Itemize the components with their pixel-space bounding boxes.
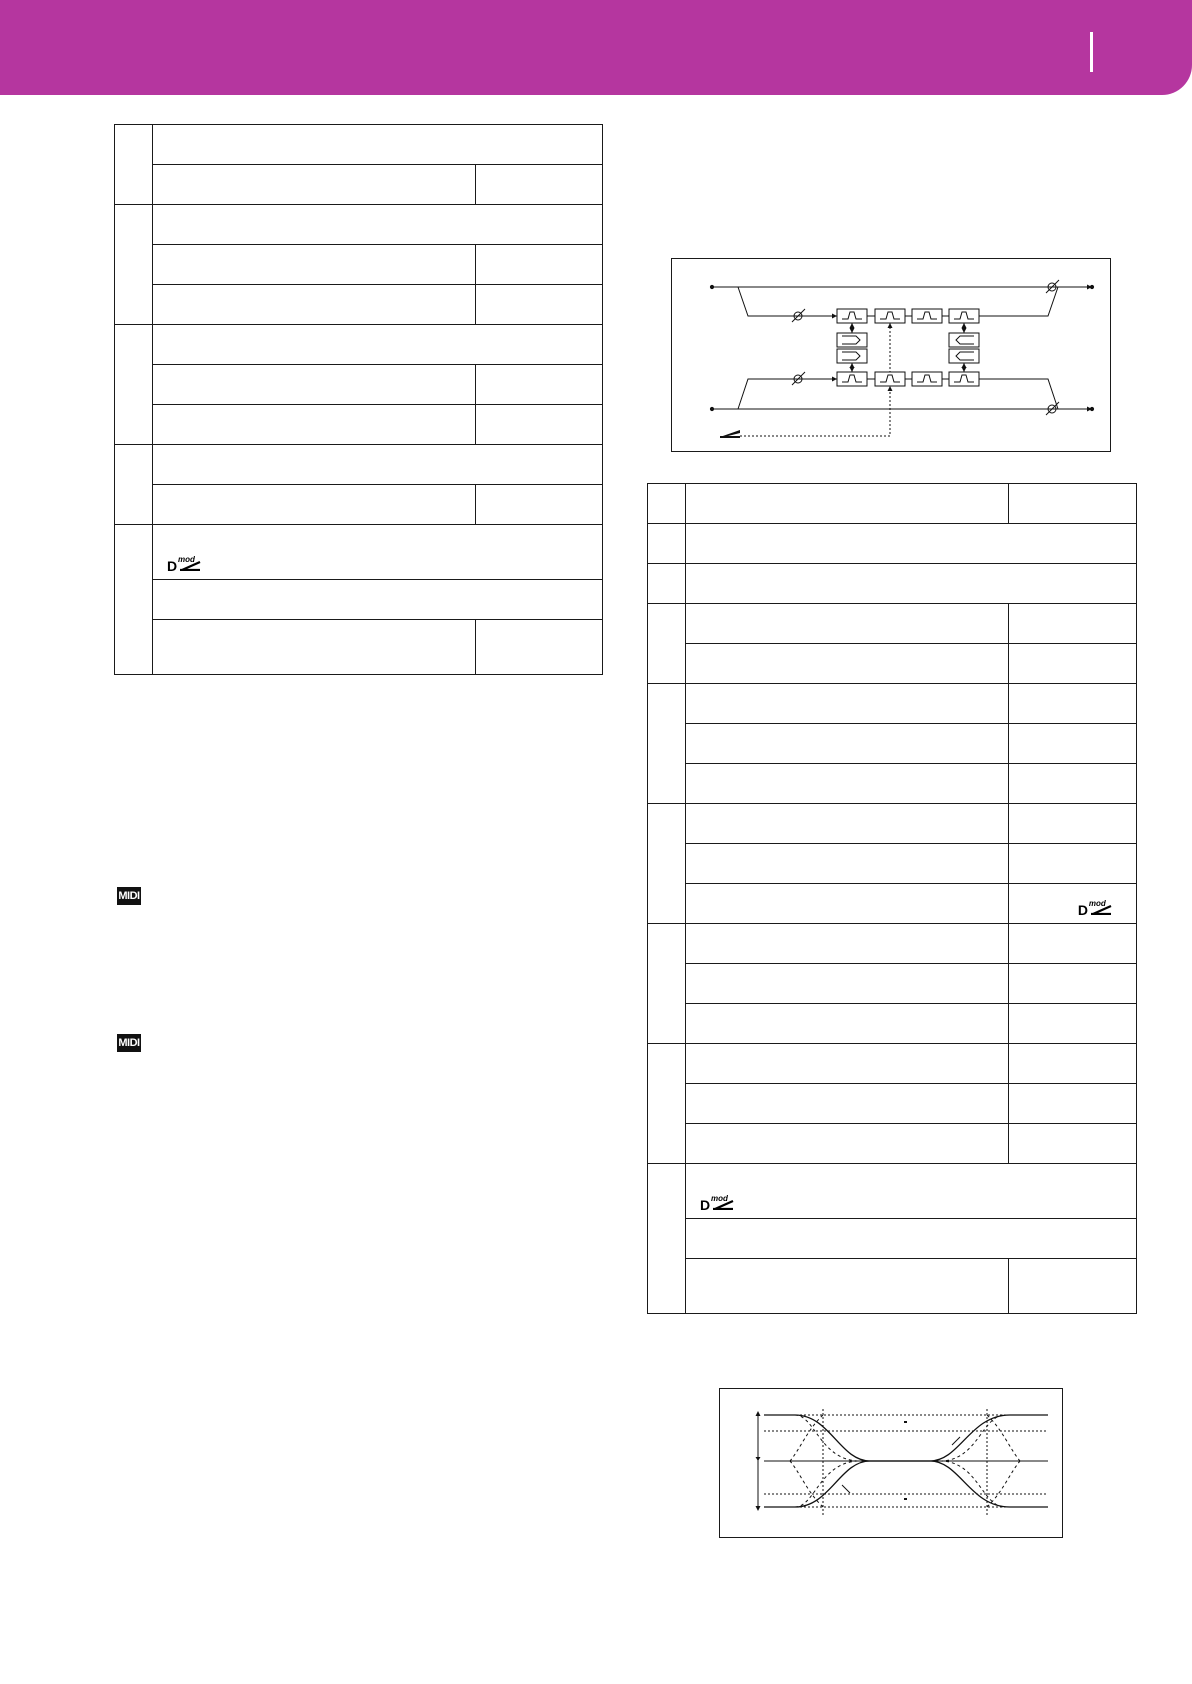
midi-icon: MIDI: [117, 1034, 141, 1052]
dmod-icon: D mod: [1078, 903, 1110, 917]
left-parameter-table: [114, 124, 603, 675]
param-value-cell: [1009, 1124, 1137, 1164]
dmod-icon: D mod: [700, 1198, 732, 1212]
param-title-cell: [153, 445, 603, 485]
param-value-cell: [1009, 724, 1137, 764]
param-title-cell: [686, 1164, 1137, 1219]
param-index-cell: [115, 325, 153, 445]
param-name-cell: [686, 844, 1009, 884]
param-name-cell: [686, 804, 1009, 844]
param-value-cell: [476, 165, 603, 205]
param-name-cell: [686, 964, 1009, 1004]
param-index-cell: [648, 1164, 686, 1314]
param-title-cell: [153, 205, 603, 245]
param-name-cell: [686, 1259, 1009, 1314]
param-value-cell: [476, 365, 603, 405]
param-name-cell: [686, 884, 1009, 924]
header-divider: [1090, 32, 1093, 72]
param-name-cell: [686, 724, 1009, 764]
page-header-band: [0, 0, 1192, 95]
block-diagram-svg: [672, 259, 1110, 451]
param-value-cell: [1009, 644, 1137, 684]
param-title-cell: [686, 564, 1137, 604]
param-value-cell: [1009, 804, 1137, 844]
param-index-cell: [115, 205, 153, 325]
param-name-cell: [153, 485, 476, 525]
param-value-cell: [476, 405, 603, 445]
param-name-cell: [153, 245, 476, 285]
right-parameter-table: [647, 483, 1137, 1314]
param-index-cell: [648, 804, 686, 924]
param-name-cell: [686, 644, 1009, 684]
param-title-cell: [686, 524, 1137, 564]
param-index-cell: [648, 684, 686, 804]
param-name-cell: [153, 285, 476, 325]
param-value-cell: [476, 285, 603, 325]
param-index-cell: [648, 604, 686, 684]
param-name-cell: [686, 684, 1009, 724]
param-index-cell: [648, 564, 686, 604]
param-value-cell: [1009, 484, 1137, 524]
param-name-cell: [153, 165, 476, 205]
param-value-cell: [1009, 844, 1137, 884]
param-value-cell: [1009, 764, 1137, 804]
param-value-cell: [1009, 1004, 1137, 1044]
param-title-cell: [153, 125, 603, 165]
param-value-cell: [476, 485, 603, 525]
param-name-cell: [686, 1084, 1009, 1124]
param-name-cell: [153, 365, 476, 405]
param-value-cell: [1009, 684, 1137, 724]
param-index-cell: [648, 524, 686, 564]
param-name-cell: [686, 764, 1009, 804]
param-value-cell: [1009, 1259, 1137, 1314]
param-index-cell: [115, 125, 153, 205]
param-index-cell: [648, 924, 686, 1044]
response-curve-svg: [720, 1389, 1062, 1537]
param-title-cell: [153, 580, 603, 620]
param-value-cell: [1009, 1084, 1137, 1124]
param-name-cell: [686, 604, 1009, 644]
param-name-cell: [686, 484, 1009, 524]
param-title-cell: [686, 1219, 1137, 1259]
param-title-cell: [153, 525, 603, 580]
param-value-cell: [1009, 1044, 1137, 1084]
param-index-cell: [115, 525, 153, 675]
param-name-cell: [686, 924, 1009, 964]
param-value-cell: [1009, 924, 1137, 964]
param-name-cell: [686, 1044, 1009, 1084]
param-name-cell: [686, 1004, 1009, 1044]
param-name-cell: [153, 620, 476, 675]
param-value-cell: [1009, 964, 1137, 1004]
param-value-cell: [476, 245, 603, 285]
param-value-cell: [1009, 884, 1137, 924]
param-value-cell: [1009, 604, 1137, 644]
dmod-icon: D mod: [167, 559, 199, 573]
response-curve-figure: [719, 1388, 1063, 1538]
block-diagram-figure: [671, 258, 1111, 452]
param-index-cell: [115, 445, 153, 525]
param-name-cell: [153, 405, 476, 445]
midi-icon: MIDI: [117, 887, 141, 905]
param-title-cell: [153, 325, 603, 365]
param-name-cell: [686, 1124, 1009, 1164]
param-index-cell: [648, 1044, 686, 1164]
param-index-cell: [648, 484, 686, 524]
param-value-cell: [476, 620, 603, 675]
